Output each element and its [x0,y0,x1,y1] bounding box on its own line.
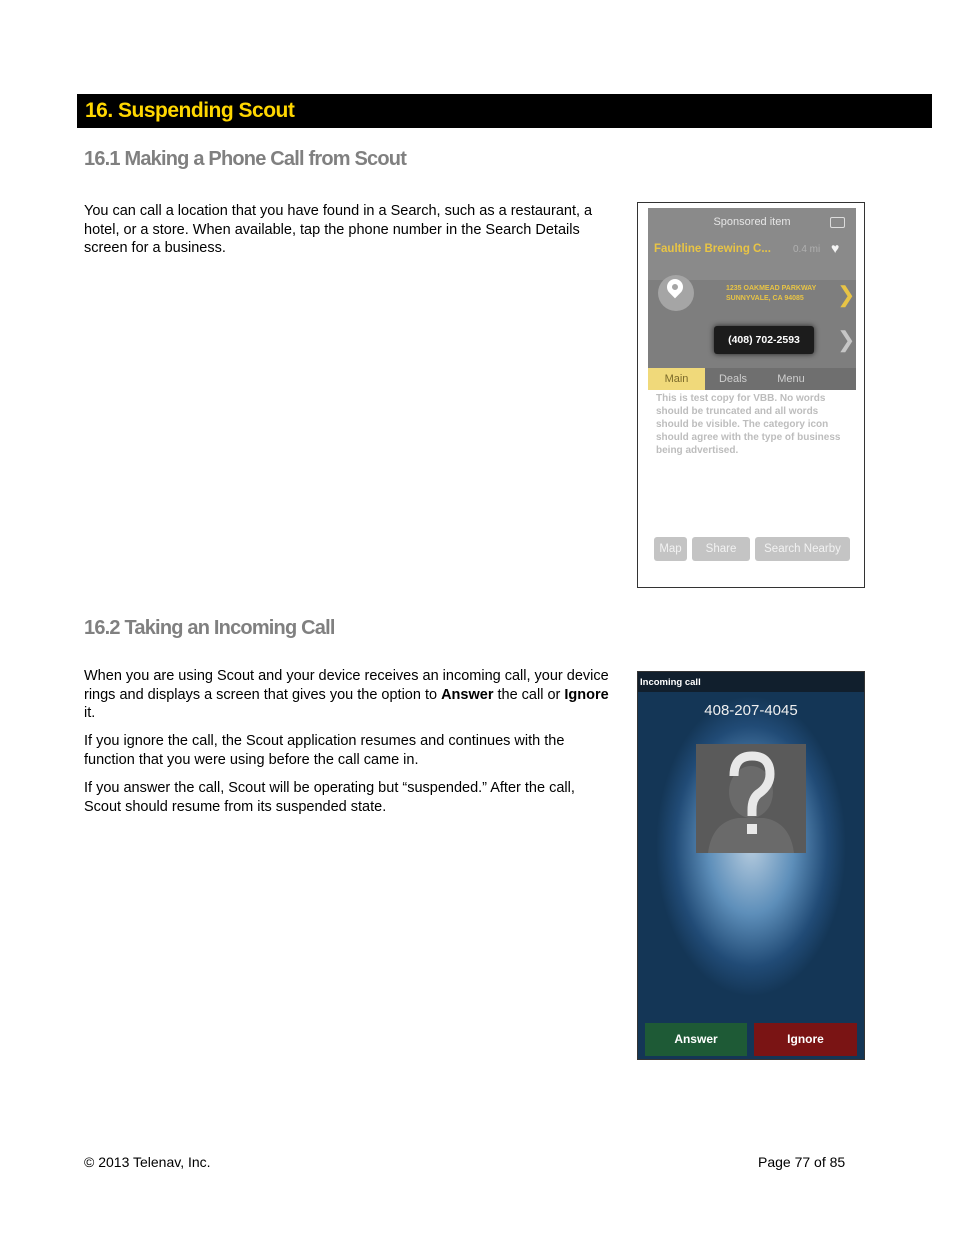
address-line-2: SUNNYVALE, CA 94085 [726,295,804,302]
chapter-title: 16. Suspending Scout [85,99,295,122]
address-line-1: 1235 OAKMEAD PARKWAY [726,285,817,292]
chevron-right-icon: ❯ [837,327,856,352]
business-address [726,284,816,304]
chapter-header-bar [77,94,932,128]
section-16-1-paragraph: You can call a location that you have found in a Search, such as a restaurant, a hotel, or a store. When available, tap the phone number in the Search Details screen for a business. [84,203,593,256]
business-name: Faultline Brewing C... [654,243,771,255]
phone-number-button: (408) 702-2593 [714,326,814,354]
search-details-screen [648,208,856,582]
section-16-2-paragraph-3: If you answer the call, Scout will be operating but “suspended.” After the call, Scout should resume from its suspended state. [84,780,575,815]
paragraph-text: the call or [493,686,565,703]
heart-icon: ♥ [831,240,840,256]
tab-menu: Menu [777,373,805,385]
business-description: This is test copy for VBB. No words should be truncated and all words should be visible. The category icon should agree with the type of business being advertised. [656,393,841,456]
footer-page-number: Page 77 of 85 [758,1154,846,1170]
answer-keyword: Answer [441,686,494,703]
location-pin-icon [658,275,694,311]
section-16-2-paragraph-1 [84,667,619,723]
incoming-call-screenshot [637,671,865,1060]
answer-button: Answer [645,1023,747,1056]
tab-main: Main [648,368,705,390]
section-heading-16-2: 16.2 Taking an Incoming Call [84,617,335,639]
tab-deals: Deals [718,373,748,385]
sponsored-item-label: Sponsored item [713,216,791,228]
details-tab-bar [648,368,856,390]
paragraph-text: it. [84,705,96,721]
incoming-call-label: Incoming call [640,677,701,688]
paragraph-text: When you are using Scout and your device receives an incoming call, your device rings and displays a screen that gives you the option to [84,668,609,703]
search-nearby-button: Search Nearby [755,537,850,561]
chevron-right-icon: ❯ [837,282,856,307]
unknown-caller-avatar-icon [696,744,806,853]
caller-number: 408-207-4045 [704,702,798,719]
map-button: Map [654,537,687,561]
ignore-button: Ignore [754,1023,857,1056]
details-body [648,390,856,582]
chat-icon [830,217,845,228]
distance-label: 0.4 mi [793,244,821,255]
search-details-screenshot [637,202,865,588]
footer-copyright: © 2013 Telenav, Inc. [84,1154,211,1170]
section-heading-16-1: 16.1 Making a Phone Call from Scout [84,148,407,170]
ignore-keyword: Ignore [564,686,609,703]
section-16-2-paragraph-2: If you ignore the call, the Scout application resumes and continues with the function that you were using before the call came in. [84,733,565,768]
share-button: Share [692,537,750,561]
